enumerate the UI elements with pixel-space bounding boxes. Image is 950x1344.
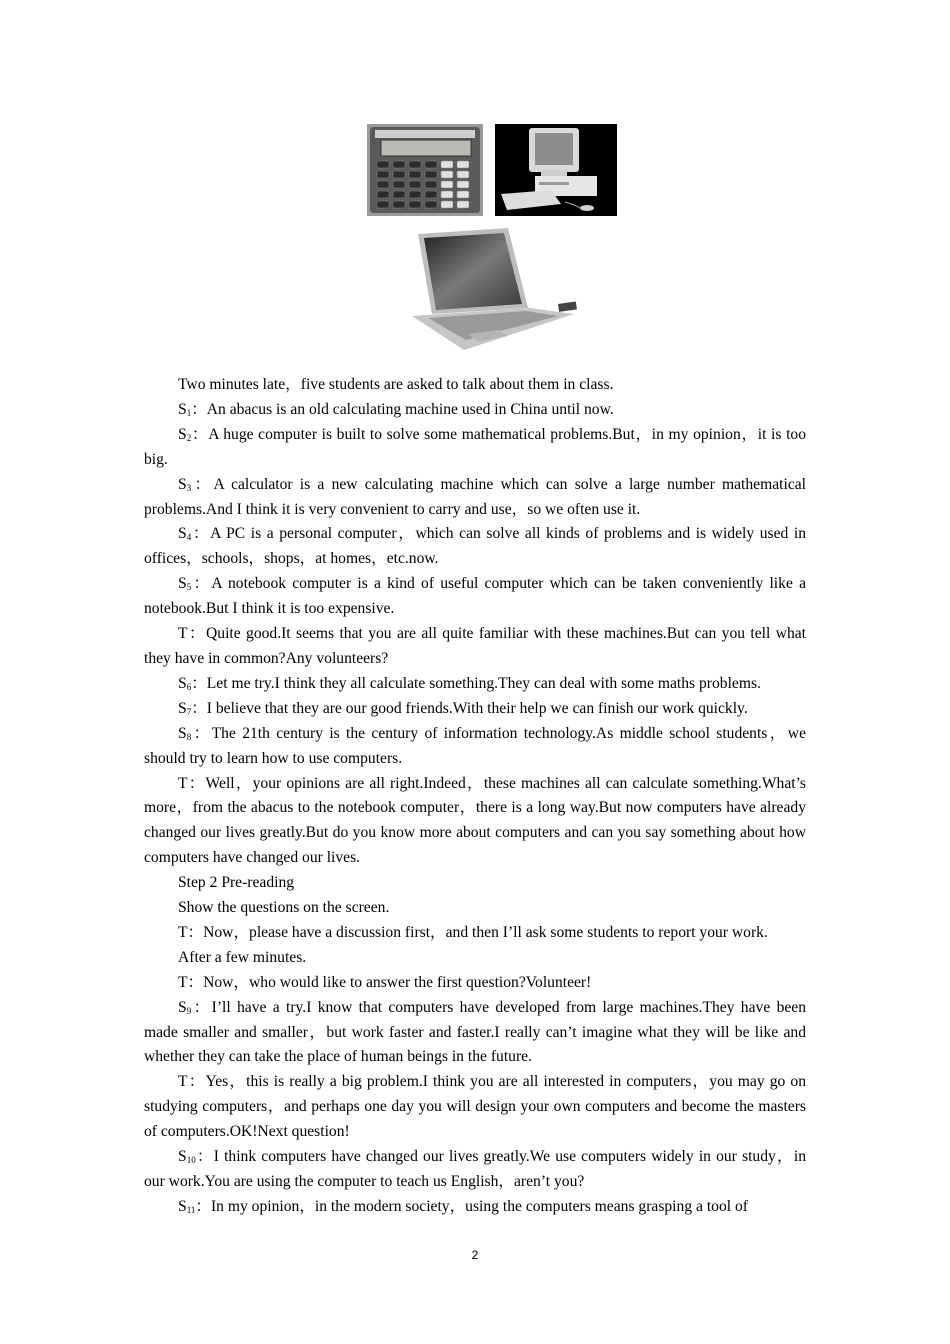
calculator-key [393,161,405,168]
calculator-key [393,181,405,188]
paragraph [144,971,806,996]
paragraph-text: Two minutes late，five students are asked to talk about them in class. [178,376,614,393]
speaker-number: 9 [186,1005,192,1016]
speaker-label: S [178,998,187,1016]
paragraph-text: T：Yes，this is really a big problem.I think you are all interested in computers，you may go on studying computers，and perhaps one day you will design your own computers and become the masters of computers.OK!Next question! [144,1073,806,1141]
speaker-number: 4 [186,532,192,543]
paragraph-text: ：A notebook computer is a kind of useful computer which can be taken conveniently like a notebook.But I think it is too expensive. [144,575,806,618]
paragraph-text: ：The 21th century is the century of information technology.As middle school students，we should try to learn how to use computers. [144,724,806,767]
calculator-key [409,161,421,168]
paragraph [144,398,806,423]
speaker-label: S [178,1197,187,1215]
calculator-key [425,201,437,208]
speaker-number: 10 [186,1155,196,1166]
speaker-number: 1 [186,407,192,418]
paragraph-text: Show the questions on the screen. [178,899,390,917]
paragraph-text: T：Now，who would like to answer the first question?Volunteer! [178,973,592,991]
speaker-number: 6 [186,681,192,692]
calculator-key [441,201,453,208]
paragraph [144,772,806,872]
paragraph-text: ：Let me try.I think they all calculate something.They can deal with some maths problems. [191,674,761,692]
calculator-key [425,161,437,168]
paragraph [144,697,806,722]
speaker-number: 8 [186,731,192,742]
speaker-label: S [178,674,187,692]
speaker-label: S [178,724,187,742]
calculator-key [377,191,389,198]
speaker-number: 5 [186,582,192,593]
calculator-image [367,124,483,216]
paragraph-text: Step 2 Pre-reading [178,874,295,892]
speaker-number: 2 [186,432,192,443]
calculator-key [457,161,469,168]
paragraph [144,996,806,1071]
paragraph-text: ：An abacus is an old calculating machine used in China until now. [191,400,614,418]
calculator-key [377,201,389,208]
paragraph-text: ：A huge computer is built to solve some mathematical problems.But，in my opinion，it is too big. [144,425,806,468]
paragraph [144,722,806,772]
speaker-label: S [178,475,187,493]
paragraph-text: T：Quite good.It seems that you are all quite familiar with these machines.But can you tell what they have in common?Any volunteers? [144,625,806,667]
calculator-key [441,171,453,178]
paragraph [144,373,806,398]
calculator-key [425,181,437,188]
paragraph-text: ：I think computers have changed our lives greatly.We use computers widely in our study，in our work.You are using the computer to teach us English，aren’t you? [144,1148,806,1190]
calculator-key [393,171,405,178]
speaker-label: S [178,425,187,443]
paragraph [144,522,806,572]
speaker-label: S [178,699,187,717]
paragraph [144,622,806,672]
calculator-key [377,161,389,168]
paragraph [144,921,806,946]
paragraph-text: T：Well，your opinions are all right.Indeed，these machines all can calculate something.What’s more，from the abacus to the notebook computer，there is a long way.But now computers have already changed our lives greatly.But do you know more about computers and can you say something about how computers have changed our lives. [144,774,806,867]
paragraph [144,896,806,921]
calculator-key [377,171,389,178]
speaker-label: S [178,400,187,418]
paragraph-text: T：Now，please have a discussion first，and then I’ll ask some students to report your work. [178,923,768,941]
calculator-key [457,171,469,178]
calculator-key [425,171,437,178]
calculator-key [425,191,437,198]
calculator-key [409,191,421,198]
speaker-number: 3 [186,482,192,493]
speaker-number: 7 [186,706,192,717]
calculator-key [441,181,453,188]
calculator-key [441,161,453,168]
paragraph-text: ：A PC is a personal computer，which can solve all kinds of problems and is widely used in offices，schools，shops，at homes，etc.now. [144,525,806,568]
calculator-key [393,201,405,208]
paragraph-text: ：I’ll have a try.I know that computers have developed from large machines.They have been made smaller and smaller，but work faster and faster.I really can’t imagine what they will be like and whether they can take the place of human beings in the future. [144,998,806,1066]
paragraph-text: ：In my opinion，in the modern society，using the computers means grasping a tool of [195,1197,748,1215]
speaker-label: S [178,1148,187,1166]
calculator-key [393,191,405,198]
calculator-key [409,181,421,188]
calculator-key [441,191,453,198]
paragraph [144,1070,806,1145]
page-number: 2 [471,1248,479,1262]
speaker-number: 11 [186,1204,196,1215]
speaker-label: S [178,525,187,543]
calculator-key [409,201,421,208]
paragraph [144,473,806,523]
calculator-key [457,181,469,188]
calculator-key [457,191,469,198]
paragraph [144,572,806,622]
speaker-label: S [178,575,187,593]
paragraph-text: ：A calculator is a new calculating machine which can solve a large number mathematical problems.And I think it is very convenient to carry and use，so we often use it. [144,475,806,518]
paragraph [144,871,806,896]
desktop-computer-image [495,124,617,216]
paragraph [144,672,806,697]
document-body [144,373,806,1220]
paragraph [144,1195,806,1220]
laptop-computer-image [408,226,580,354]
calculator-key [377,181,389,188]
paragraph-text: ：I believe that they are our good friends.With their help we can finish our work quickly. [191,699,748,717]
paragraph-text: After a few minutes. [178,948,307,966]
paragraph [144,946,806,971]
calculator-key [409,171,421,178]
figure-images [0,0,950,370]
paragraph [144,423,806,473]
calculator-key [457,201,469,208]
paragraph [144,1145,806,1195]
